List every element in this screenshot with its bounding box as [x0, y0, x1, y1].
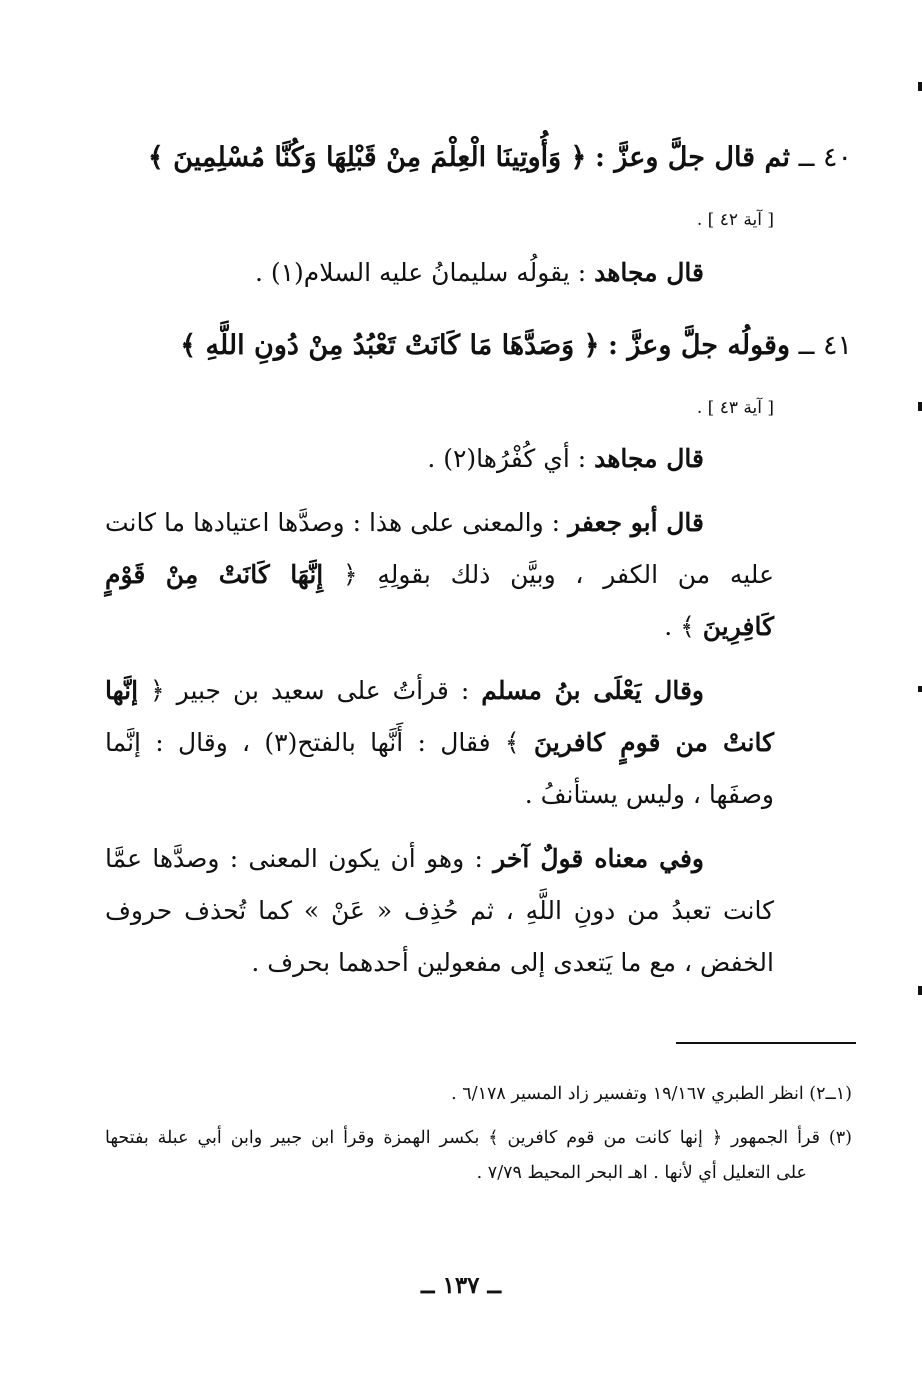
entry-40-line [148, 142, 852, 173]
quran-verse: إِنَّهَا كَانَتْ مِنْ قَوْمٍ [105, 560, 324, 589]
entry-lead: وقولُه جلَّ وعزَّ : [608, 330, 790, 361]
quran-verse: كَافِرِينَ [702, 612, 774, 641]
footnote-separator [676, 1042, 856, 1044]
paragraph-text: : قرأتُ على سعيد بن جبير ﴿ [150, 676, 470, 705]
scan-mark [918, 402, 922, 411]
speaker-name: قال مجاهد [594, 444, 704, 473]
footnote-1-2: (١ــ٢) انظر الطبري ١٩/١٦٧ وتفسير زاد المسير ٦/١٧٨ . [451, 1084, 852, 1104]
entry-number: ٤٠ ــ [798, 142, 852, 173]
quran-verse: ﴿ وَصَدَّهَا مَا كَانَتْ تَعْبُدُ مِنْ دُونِ اللَّهِ ﴾ [180, 330, 600, 361]
quran-verse: ﴿ وَأُوتِينَا الْعِلْمَ مِنْ قَبْلِهَا وَكُنَّا مُسْلِمِينَ ﴾ [147, 142, 587, 173]
speaker-name: قال أبو جعفر [568, 508, 704, 537]
scan-mark [918, 986, 922, 995]
paragraph-abu-jafar-line-3 [664, 612, 774, 641]
entry-lead: ثم قال جلَّ وعزَّ : [594, 142, 790, 173]
quran-verse: كانتْ من قومٍ كافرينَ [533, 728, 775, 757]
entry-number: ٤١ ــ [798, 330, 852, 361]
quran-verse: إنَّها [105, 676, 139, 705]
paragraph-text: : وهو أن يكون المعنى : وصدَّها عمَّا [105, 844, 483, 873]
scan-mark [918, 82, 922, 91]
ayah-reference: [ آية ٤٣ ] . [696, 398, 774, 418]
paragraph-yala-line-3: وصفَها ، وليس يستأنفُ . [524, 780, 774, 809]
paragraph-text: : يقولُه سليمانُ عليه السلام(١) . [254, 258, 587, 287]
scan-mark [918, 686, 922, 692]
paragraph-mujahid-1 [255, 258, 704, 287]
paragraph-text: ﴾ . [664, 612, 695, 641]
ayah-reference: [ آية ٤٢ ] . [696, 210, 774, 230]
speaker-name: وفي معناه قولٌ آخر [493, 844, 704, 873]
paragraph-abu-jafar-line-2 [105, 560, 774, 589]
paragraph-another-opinion-line-1 [105, 844, 704, 873]
paragraph-yala-line-2 [105, 728, 774, 757]
footnote-3-line-1: (٣) قرأ الجمهور ﴿ إنها كانت من قوم كافرين ﴾ بكسر الهمزة وقرأ ابن جبير وابن أبي عبلة بفتحها [105, 1128, 852, 1148]
paragraph-another-opinion-line-3: الخفض ، مع ما يَتعدى إلى مفعولين أحدهما بحرف . [251, 948, 774, 977]
speaker-name: قال مجاهد [594, 258, 704, 287]
paragraph-yala-line-1 [105, 676, 704, 705]
speaker-name: وقال يَعْلَى بنُ مسلم [481, 676, 704, 705]
paragraph-text: : والمعنى على هذا : وصدَّها اعتيادها ما كانت [105, 508, 561, 537]
paragraph-text: : أي كُفْرُها(٢) . [427, 444, 587, 473]
paragraph-another-opinion-line-2: كانت تعبدُ من دونِ اللَّهِ ، ثم حُذِف « عَنْ » كما تُحذف حروف [105, 896, 774, 925]
paragraph-mujahid-2 [427, 444, 704, 473]
entry-41-line [180, 330, 852, 361]
paragraph-text: ﴾ فقال : أَنَّها بالفتح(٣) ، وقال : إنَّما [105, 728, 520, 757]
paragraph-abu-jafar-line-1 [105, 508, 704, 537]
footnote-3-line-2: على التعليل أي لأنها . اهـ البحر المحيط ٧/٧٩ . [476, 1163, 807, 1183]
page-number: ــ ١٣٧ ــ [420, 1272, 502, 1299]
paragraph-text: عليه من الكفر ، وبيَّن ذلك بقولِهِ ﴿ [342, 560, 774, 589]
